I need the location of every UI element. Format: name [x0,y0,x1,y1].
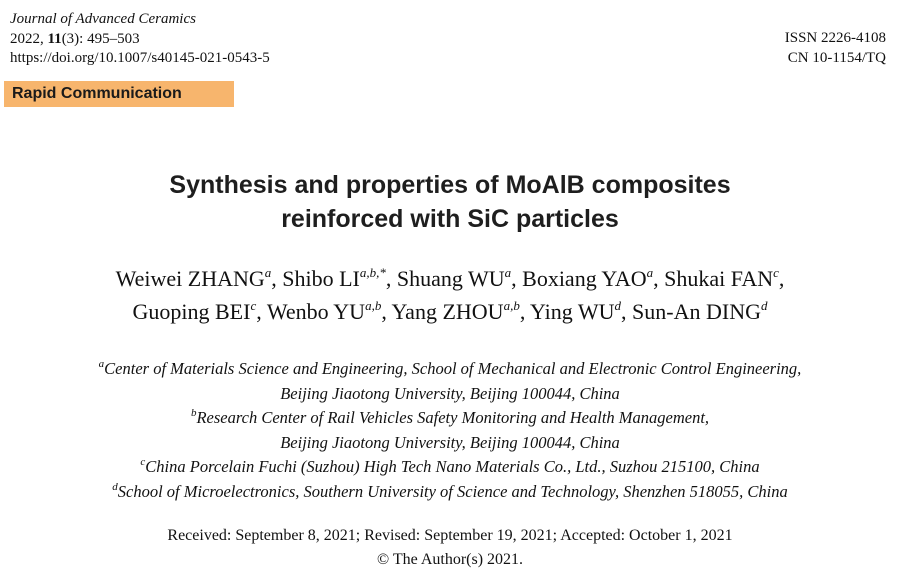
article-type-badge: Rapid Communication [4,81,234,107]
author-affiliation-mark: a,b,* [359,265,386,280]
author-line-2 [0,295,900,328]
affiliation-a-cont: Beijing Jiaotong University, Beijing 100044, China [280,383,620,403]
author-affiliation-mark: c [773,265,779,280]
author-affiliation-mark: d [761,298,768,313]
author-list [0,262,900,328]
journal-year: 2022, [10,30,44,47]
author-name: Boxiang YAO [522,266,647,291]
author-name: Weiwei ZHANG [115,266,265,291]
affiliation-mark: a [98,358,105,370]
author-affiliation-mark: a,b [503,298,520,313]
affiliation-a [0,357,900,382]
author-separator: , [621,299,633,324]
author-affiliation-mark: d [614,298,622,313]
affiliation-b [0,406,900,431]
affiliation-text: China Porcelain Fuchi (Suzhou) High Tech Nano Materials Co., Ltd., Suzhou 215100, China [145,457,760,476]
affiliation-text: Research Center of Rail Vehicles Safety Monitoring and Health Management, [196,408,710,427]
paper-title-line-2: reinforced with SiC particles [281,205,619,233]
author-name: Ying WU [530,299,615,324]
affiliation-text: Center of Materials Science and Engineering, School of Mechanical and Electronic Control Engineering, [104,359,802,378]
issn: ISSN 2226-4108 [784,30,886,46]
author-separator: , [256,299,267,324]
author-line-1 [0,262,900,295]
author-affiliation-mark: a [264,265,272,280]
affiliation-b-cont: Beijing Jiaotong University, Beijing 100044, China [280,432,620,452]
affiliation-d [0,480,900,505]
author-separator: , [385,266,397,291]
paper-title-line-1: Synthesis and properties of MoAlB composites [169,171,731,199]
author-separator: , [653,266,665,291]
doi-link[interactable]: https://doi.org/10.1007/s40145-021-0543-5 [10,50,270,66]
author-separator: , [511,266,523,291]
author-name: Shukai FAN [664,266,774,291]
author-name: Shuang WU [396,266,505,291]
author-name: Sun-An DING [632,299,761,324]
author-name: Shibo LI [282,266,360,291]
affiliation-mark: c [140,456,146,468]
author-name: Guoping BEI [132,299,251,324]
journal-issue-pages: (3): 495–503 [61,30,140,47]
author-separator: , [778,266,785,291]
submission-history: Received: September 8, 2021; Revised: September 19, 2021; Accepted: October 1, 2021 [167,527,733,544]
paper-title [0,168,900,236]
copyright-notice: © The Author(s) 2021. [376,551,524,568]
author-affiliation-mark: a,b [365,298,382,313]
affiliation-mark: d [112,480,118,493]
author-separator: , [381,299,392,324]
journal-volume: 11 [47,30,62,47]
author-affiliation-mark: a [646,265,654,280]
journal-header [10,10,270,69]
author-separator: , [519,299,530,324]
affiliation-text: School of Microelectronics, Southern University of Science and Technology, Shenzhen 518055, China [117,481,788,501]
journal-name: Journal of Advanced Ceramics [10,11,196,27]
affiliation-mark: b [190,407,197,419]
cn-number: CN 10-1154/TQ [787,49,886,66]
author-name: Wenbo YU [266,299,366,324]
article-dates [0,524,900,572]
journal-citation [10,30,270,50]
author-separator: , [271,266,283,291]
author-name: Yang ZHOU [391,299,504,324]
affiliation-c [0,455,900,480]
affiliation-list [0,357,900,504]
author-affiliation-mark: a [504,265,512,280]
author-affiliation-mark: c [250,298,257,313]
journal-ids [785,29,886,68]
